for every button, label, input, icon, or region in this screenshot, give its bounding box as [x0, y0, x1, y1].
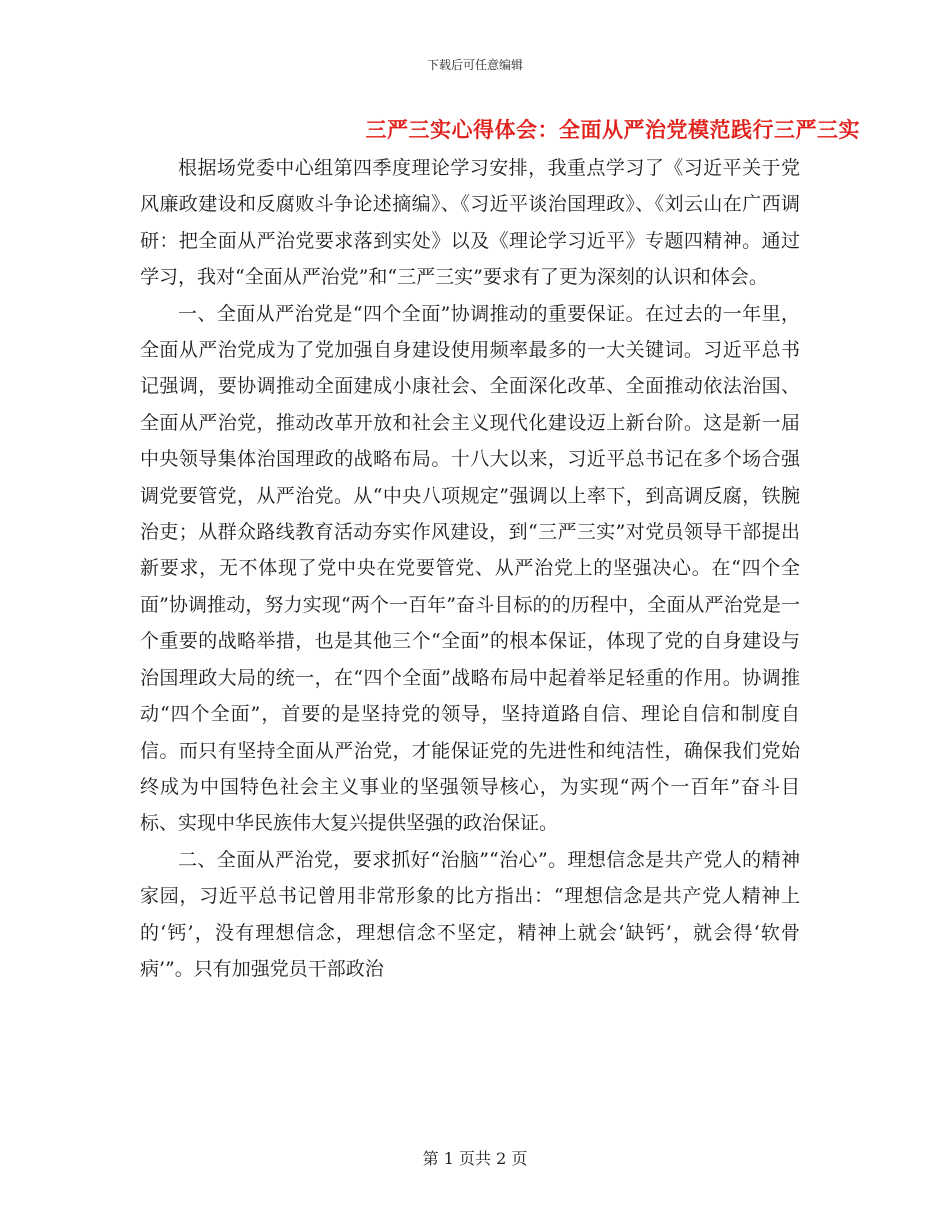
page-number: 第 1 页共 2 页 [422, 1149, 528, 1168]
header-note: 下载后可任意编辑 [426, 58, 523, 72]
document-title: 三严三实心得体会：全面从严治党模范践行三严三实 [365, 118, 860, 142]
paragraph-section-two: 二、全面从严治党，要求抓好“治脑”“治心”。理想信念是共产党人的精神家园，习近平总书记曾用非常形象的比方指出：“理想信念是共产党人精神上的‘钙’，没有理想信念，理想信念不坚定，精神上就会‘缺钙’，就会得‘软骨病’”。只有加强党员干部政治 [140, 848, 800, 980]
document-body [140, 150, 800, 987]
paragraph-section-one: 一、全面从严治党是“四个全面”协调推动的重要保证。在过去的一年里，全面从严治党成为了党加强自身建设使用频率最多的一大关键词。习近平总书记强调，要协调推动全面建成小康社会、全面深化改革、全面推动依法治国、全面从严治党，推动改革开放和社会主义现代化建设迈上新台阶。这是新一届中央领导集体治国理政的战略布局。十八大以来，习近平总书记在多个场合强调党要管党，从严治党。从“中央八项规定”强调以上率下，到高调反腐，铁腕治吏；从群众路线教育活动夯实作风建设，到“三严三实”对党员领导干部提出新要求，无不体现了党中央在党要管党、从严治党上的坚强决心。在“四个全面”协调推动，努力实现“两个一百年”奋斗目标的的历程中，全面从严治党是一个重要的战略举措，也是其他三个“全面”的根本保证，体现了党的自身建设与治国理政大局的统一，在“四个全面”战略布局中起着举足轻重的作用。协调推动“四个全面”，首要的是坚持党的领导，坚持道路自信、理论自信和制度自信。而只有坚持全面从严治党，才能保证党的先进性和纯洁性，确保我们党始终成为中国特色社会主义事业的坚强领导核心，为实现“两个一百年”奋斗目标、实现中华民族伟大复兴提供坚强的政治保证。 [140, 302, 800, 835]
paragraph-intro: 根据场党委中心组第四季度理论学习安排，我重点学习了《习近平关于党风廉政建设和反腐败斗争论述摘编》、《习近平谈治国理政》、《刘云山在广西调研：把全面从严治党要求落到实处》以及《理论学习近平》专题四精神。通过学习，我对“全面从严治党”和“三严三实”要求有了更为深刻的认识和体会。 [140, 157, 800, 289]
